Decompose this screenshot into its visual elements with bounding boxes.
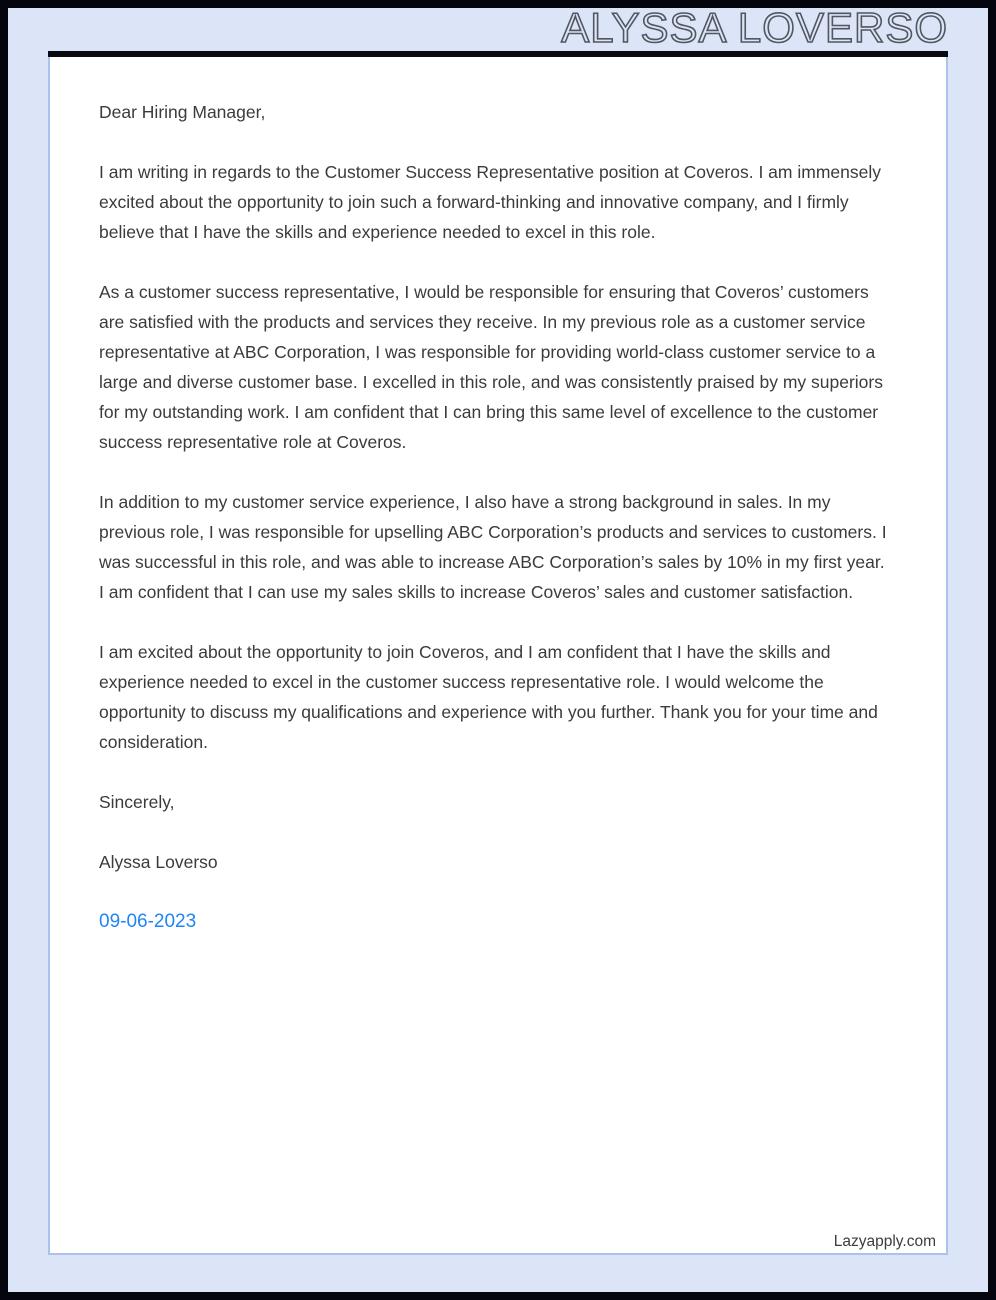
paragraph: I am excited about the opportunity to join Coveros, and I am confident that I have the skills and experience needed to excel in the customer success representative role. I would welcome the opportunity to discuss my qualifications and experience with you further. Thank you for your time and consideration. <box>99 642 878 752</box>
cover-letter-document <box>48 57 948 1255</box>
closing: Sincerely, <box>99 792 175 812</box>
letterhead <box>48 4 948 51</box>
document-wrapper <box>48 51 948 1255</box>
signature-name: Alyssa Loverso <box>99 852 218 872</box>
header-name: ALYSSA LOVERSO <box>561 4 948 51</box>
watermark-link[interactable]: Lazyapply.com <box>833 1233 936 1250</box>
salutation: Dear Hiring Manager, <box>99 102 266 122</box>
paragraph: As a customer success representative, I would be responsible for ensuring that Coveros’ customers are satisfied with the products and services they receive. In my previous role as a customer service representative at ABC Corporation, I was responsible for providing world-class customer service to a large and diverse customer base. I excelled in this role, and was consistently praised by my superiors for my outstanding work. I am confident that I can bring this same level of excellence to the customer success representative role at Coveros. <box>99 282 883 452</box>
paragraph: In addition to my customer service experience, I also have a strong background in sales. In my previous role, I was responsible for upselling ABC Corporation’s products and services to customers. I was successful in this role, and was able to increase ABC Corporation’s sales by 10% in my first year. I am confident that I can use my sales skills to increase Coveros’ sales and customer satisfaction. <box>99 492 887 602</box>
paragraph: I am writing in regards to the Customer Success Representative position at Coveros. I am immensely excited about the opportunity to join such a forward-thinking and innovative company, and I firmly believe that I have the skills and experience needed to excel in this role. <box>99 162 881 242</box>
date-text: 09-06-2023 <box>99 911 197 932</box>
